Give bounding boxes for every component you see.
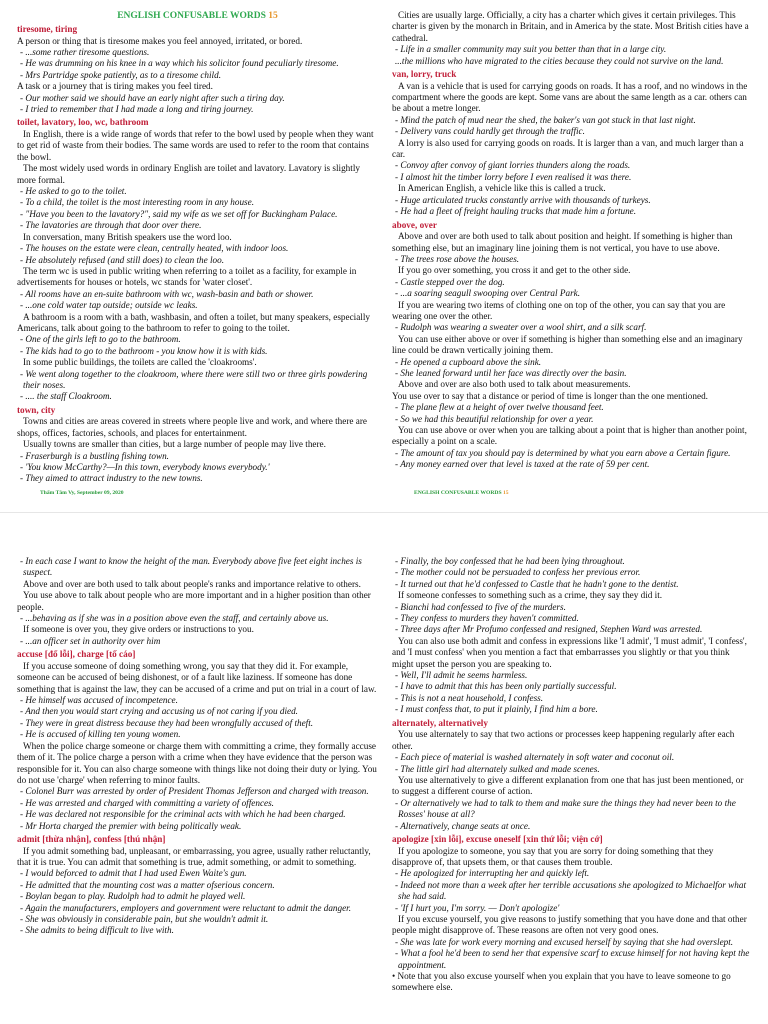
- page-4-text: [392, 556, 751, 994]
- example-sentence: - In each case I want to know the height of the man. Everybody above five feet eight inches is suspect.: [20, 556, 362, 578]
- example-sentence: - It turned out that he'd confessed to Castle that he hadn't gone to the dentist.: [395, 578, 679, 589]
- footer-text: ENGLISH CONFUSABLE WORDS: [414, 490, 502, 496]
- example-sentence: - Our mother said we should have an early night after such a tiring day.: [20, 92, 285, 103]
- body-paragraph: In conversation, many British speakers use the word loo.: [23, 231, 232, 242]
- example-sentence: - She admits to being difficult to live with.: [20, 925, 174, 936]
- body-paragraph: If you admit something bad, unpleasant, or embarrassing, you agree, usually rather reluctantly, that it is true. You can admit that something is true, admit something, or admit to something.: [17, 845, 371, 867]
- example-sentence: - I have to admit that this has been only partially successful.: [395, 681, 617, 692]
- example-sentence: - I tried to remember that I had made a long and tiring journey.: [20, 104, 254, 115]
- example-sentence: - She was obviously in considerable pain, but she wouldn't admit it.: [20, 913, 269, 924]
- page-2-text: [392, 10, 751, 471]
- body-paragraph: A lorry is also used for carrying goods on roads. It is larger than a van, and much larger than a car.: [392, 137, 744, 160]
- example-sentence: - The little girl had alternately sulked and made scenes.: [395, 763, 600, 774]
- body-paragraph: Above and over are both used to talk about people's ranks and importance relative to others.: [23, 578, 361, 589]
- example-sentence: - The amount of tax you should pay is determined by what you earn above a Certain figure.: [395, 447, 731, 458]
- body-paragraph: Above and over are also both used to talk about measurements.: [398, 379, 631, 390]
- example-sentence: ...the millions who have migrated to the cities because they could not survive on the land.: [395, 55, 724, 66]
- footer-number: 15: [502, 490, 509, 496]
- body-paragraph: You use over to say that a distance or period of time is longer than the one mentioned.: [392, 390, 708, 401]
- example-sentence: - To a child, the toilet is the most interesting room in any house.: [20, 197, 255, 208]
- example-sentence: - Or alternatively we had to talk to them and make sure the things they had never been to the Rosses' house at all?: [395, 797, 736, 820]
- example-sentence: - He himself was accused of incompetence.: [20, 695, 178, 706]
- page-3-text: [17, 556, 378, 937]
- example-sentence: - What a fool he'd been to send her that expensive scarf to excuse himself for not having kept the appointment.: [395, 948, 750, 970]
- page-1: [0, 0, 384, 512]
- example-sentence: - So we had this beautiful relationship for over a year.: [395, 413, 594, 424]
- body-paragraph: • Note that you also excuse yourself when you explain that you have to leave someone to go somewhere else.: [392, 971, 731, 993]
- example-sentence: - He was arrested and charged with committing a variety of offences.: [20, 797, 274, 808]
- example-sentence: - Mr Horta charged the premier with being politically weak.: [20, 820, 242, 831]
- page-2: [384, 0, 768, 512]
- example-sentence: - Bianchi had confessed to five of the murders.: [395, 601, 566, 612]
- example-sentence: - Finally, the boy confessed that he had been lying throughout.: [395, 556, 625, 566]
- page-footer: Thẩm Tâm Vy, September 09, 2020: [40, 490, 124, 496]
- body-paragraph: In some public buildings, the toilets are called the 'cloakrooms'.: [23, 357, 257, 368]
- example-sentence: - Boylan began to play. Rudolph had to admit he played well.: [20, 891, 246, 902]
- example-sentence: - Any money earned over that level is taxed at the rate of 59 per cent.: [395, 459, 650, 470]
- example-sentence: - Rudolph was wearing a sweater over a wool shirt, and a silk scarf.: [395, 322, 647, 333]
- example-sentence: - She leaned forward until her face was directly over the basin.: [395, 367, 627, 378]
- body-paragraph: You use alternately to say that two actions or processes keep happening regularly after each other.: [392, 729, 735, 751]
- body-paragraph: If someone confesses to something such as a crime, they say they did it.: [398, 590, 663, 601]
- entry-heading: town, city: [17, 404, 56, 415]
- example-sentence: - The mother could not be persuaded to confess her previous error.: [395, 567, 641, 578]
- body-paragraph: You use alternatively to give a different explanation from one that has just been mentioned, or to suggest a different course of action.: [392, 774, 744, 797]
- example-sentence: - I almost hit the timber lorry before I even realised it was there.: [395, 171, 632, 182]
- body-paragraph: If you apologize to someone, you say that you are sorry for doing something that they disapprove of, that upsets them, or that causes them trouble.: [392, 845, 714, 867]
- body-paragraph: When the police charge someone or charge them with committing a crime, they formally accuse them of it. The police charge a person with a crime when they have evidence that the person was responsible for it. You can also charge someone with things like not doing their duty or lying. You do not use 'charge' when referring to minor faults.: [17, 740, 377, 785]
- body-paragraph: A task or a journey that is tiring makes you feel tired.: [17, 81, 213, 92]
- title-number: 15: [268, 11, 278, 21]
- entry-heading: van, lorry, truck: [392, 69, 457, 80]
- body-paragraph: You can also use both admit and confess in expressions like 'I admit', 'I must admit', 'I confess', and 'I must confess' when you mention a fact that embarrasses you slightly or that you think might upset the person you are speaking to.: [392, 635, 747, 669]
- example-sentence: - Alternatively, change seats at once.: [395, 820, 531, 831]
- example-sentence: - She was late for work every morning and excused herself by saying that she had overslept.: [395, 936, 734, 947]
- entry-heading: admit [thừa nhận], confess [thú nhận]: [17, 833, 166, 844]
- body-paragraph: A bathroom is a room with a bath, washbasin, and often a toilet, but many speakers, especially Americans, talk about going to the bathroom to refer to going to the toilet.: [17, 311, 370, 333]
- example-sentence: - Delivery vans could hardly get through the traffic.: [395, 126, 585, 137]
- body-paragraph: If someone is over you, they give orders or instructions to you.: [23, 624, 254, 635]
- example-sentence: - He was declared not responsible for the criminal acts with which he had been charged.: [20, 809, 346, 820]
- body-paragraph: The term wc is used in public writing when referring to a toilet as a facility, for example in advertisements for houses or hotels, wc stands for 'water closet'.: [17, 265, 357, 288]
- entry-heading: toilet, lavatory, loo, wc, bathroom: [17, 117, 149, 128]
- example-sentence: - This is not a neat household, I confess.: [395, 692, 544, 703]
- example-sentence: - The houses on the estate were clean, centrally heated, with indoor loos.: [20, 243, 289, 254]
- body-paragraph: You use above to talk about people who are more important and in a higher position than other people.: [17, 590, 371, 612]
- example-sentence: - Well, I'll admit he seems harmless.: [395, 670, 528, 681]
- example-sentence: - They confess to murders they haven't committed.: [395, 613, 579, 624]
- example-sentence: - The plane flew at a height of over twelve thousand feet.: [395, 402, 604, 413]
- body-paragraph: You can use above or over when you are talking about a point that is higher than another point, especially a point on a scale.: [392, 425, 747, 447]
- example-sentence: - The trees rose above the houses.: [395, 253, 520, 264]
- example-sentence: - He was drumming on his knee in a way which his solicitor found peculiarly tiresome.: [20, 58, 339, 69]
- example-sentence: - The kids had to go to the bathroom - you know how it is with kids.: [20, 345, 268, 356]
- example-sentence: - Each piece of material is washed alternately in soft water and coconut oil.: [395, 752, 675, 763]
- example-sentence: - 'You know McCarthy?—In this town, everybody knows everybody.': [20, 462, 270, 472]
- example-sentence: - We went along together to the cloakroom, where there were still two or three girls powdering their noses.: [20, 368, 368, 390]
- example-sentence: - One of the girls left to go to the bathroom.: [20, 334, 181, 345]
- page-1-text: [17, 24, 378, 485]
- body-paragraph: If you are wearing two items of clothing one on top of the other, you can say that you are wearing one over the other.: [392, 299, 726, 321]
- example-sentence: - Three days after Mr Profumo confessed and resigned, Stephen Ward was arrested.: [395, 624, 703, 635]
- body-paragraph: Towns and cities are areas covered in streets where people live and work, and where there are shops, offices, factories, schools, and places for entertainment.: [17, 416, 367, 438]
- example-sentence: - ...some rather tiresome questions.: [20, 47, 150, 57]
- example-sentence: - ...behaving as if she was in a position above even the staff, and certainly above us.: [20, 613, 329, 624]
- page-footer: [414, 490, 509, 496]
- body-paragraph: The most widely used words in ordinary English are toilet and lavatory. Lavatory is slightly more formal.: [17, 163, 360, 185]
- example-sentence: - I would beforced to admit that I had used Ewen Waite's gun.: [20, 868, 247, 879]
- example-sentence: - Convoy after convoy of giant lorries thunders along the roads.: [395, 160, 631, 171]
- example-sentence: - .... the staff Cloakroom.: [20, 391, 112, 402]
- body-paragraph: A person or thing that is tiresome makes you feel annoyed, irritated, or bored.: [17, 35, 303, 46]
- entry-heading: alternately, alternatively: [392, 717, 488, 728]
- body-paragraph: Above and over are both used to talk about position and height. If something is higher than something else, but an imaginary line joining them is not vertical, you have to use above.: [392, 231, 733, 253]
- example-sentence: - They aimed to attract industry to the new towns.: [20, 473, 203, 484]
- example-sentence: - He admitted that the mounting cost was a matter ofserious concern.: [20, 879, 275, 890]
- example-sentence: - Mind the patch of mud near the shed, the baker's van got stuck in that last night.: [395, 114, 696, 125]
- body-paragraph: In American English, a vehicle like this is called a truck.: [398, 183, 606, 194]
- example-sentence: - They were in great distress because they had been wrongfully accused of theft.: [20, 717, 314, 728]
- body-paragraph: If you excuse yourself, you give reasons to justify something that you have done and that other people might disapprove of. These reasons are often not very good ones.: [392, 913, 747, 936]
- entry-heading: tiresome, tiring: [17, 24, 78, 34]
- example-sentence: - Again the manufacturers, employers and government were reluctant to admit the danger.: [20, 902, 352, 913]
- example-sentence: - "Have you been to the lavatory?", said my wife as we set off for Buckingham Palace.: [20, 208, 338, 219]
- title-text: ENGLISH CONFUSABLE WORDS: [117, 11, 266, 21]
- body-paragraph: If you go over something, you cross it and get to the other side.: [398, 265, 631, 276]
- example-sentence: - I must confess that, to put it plainly, I find him a bore.: [395, 704, 598, 715]
- example-sentence: - He is accused of killing ten young women.: [20, 729, 181, 740]
- example-sentence: - ...one cold water tap outside; outside wc leaks.: [20, 300, 198, 311]
- example-sentence: - Fraserburgh is a bustling fishing town.: [20, 450, 169, 461]
- example-sentence: - All rooms have an en-suite bathroom with wc, wash-basin and bath or shower.: [20, 288, 314, 299]
- example-sentence: - He had a fleet of freight hauling trucks that made him a fortune.: [395, 206, 637, 217]
- example-sentence: - He absolutely refused (and still does) to clean the loo.: [20, 254, 225, 265]
- example-sentence: - The lavatories are through that door over there.: [20, 220, 202, 231]
- entry-heading: accuse [đổ lỗi], charge [tố cáo]: [17, 649, 136, 660]
- example-sentence: - Huge articulated trucks constantly arrive with thousands of turkeys.: [395, 194, 651, 205]
- example-sentence: - Castle stepped over the dog.: [395, 276, 505, 287]
- example-sentence: - He asked to go to the toilet.: [20, 186, 127, 197]
- body-paragraph: If you accuse someone of doing something wrong, you say that they did it. For example, someone can be accused of being dishonest, or of a fault like laziness. If someone has done something that is against the law, they can be accused of a crime and put on trial in a court of law.: [17, 660, 377, 694]
- example-sentence: - Mrs Partridge spoke patiently, as to a tiresome child.: [20, 69, 221, 80]
- body-paragraph: In English, there is a wide range of words that refer to the bowl used by people when they want to get rid of waste from their bodies. The same words are used to refer to the room that contains the bowl.: [17, 129, 374, 162]
- entry-heading: apologize [xin lỗi], excuse oneself [xin thứ lỗi; viện cớ]: [392, 833, 603, 844]
- page-3: [0, 512, 384, 1024]
- example-sentence: - Colonel Burr was arrested by order of President Thomas Jefferson and charged with treason.: [20, 786, 369, 797]
- example-sentence: - 'If I hurt you, I'm sorry. — Don't apologize': [395, 902, 560, 913]
- example-sentence: - ...a soaring seagull swooping over Central Park.: [395, 288, 581, 299]
- example-sentence: - Life in a smaller community may suit you better than that in a large city.: [395, 44, 667, 55]
- entry-heading: above, over: [392, 219, 437, 230]
- example-sentence: - He opened a cupboard above the sink.: [395, 356, 542, 367]
- body-paragraph: You can use either above or over if something is higher than something else and an imaginary line could be drawn vertically joining them.: [392, 333, 743, 356]
- example-sentence: - And then you would start crying and accusing us of not caring if you died.: [20, 706, 298, 717]
- body-paragraph: A van is a vehicle that is used for carrying goods on roads. It has a roof, and no windows in the compartment where the goods are kept. Some vans are about the same length as a car. others can be about a metre longer.: [392, 80, 748, 114]
- example-sentence: - Indeed not more than a week after her terrible accusations she apologized to Michaelfor what she had said.: [395, 879, 747, 902]
- example-sentence: - ...an officer set in authority over him: [20, 635, 161, 646]
- page-4: [384, 512, 768, 1024]
- example-sentence: - He apologized for interrupting her and quickly left.: [395, 868, 590, 879]
- body-paragraph: Usually towns are smaller than cities, but a large number of people may live there.: [23, 439, 326, 450]
- page-title: [17, 10, 378, 22]
- body-paragraph: Cities are usually large. Officially, a city has a charter which gives it certain privileges. This charter is given by the monarch in Britain, and in America by the state. Most British cities have a cathedral.: [392, 10, 749, 43]
